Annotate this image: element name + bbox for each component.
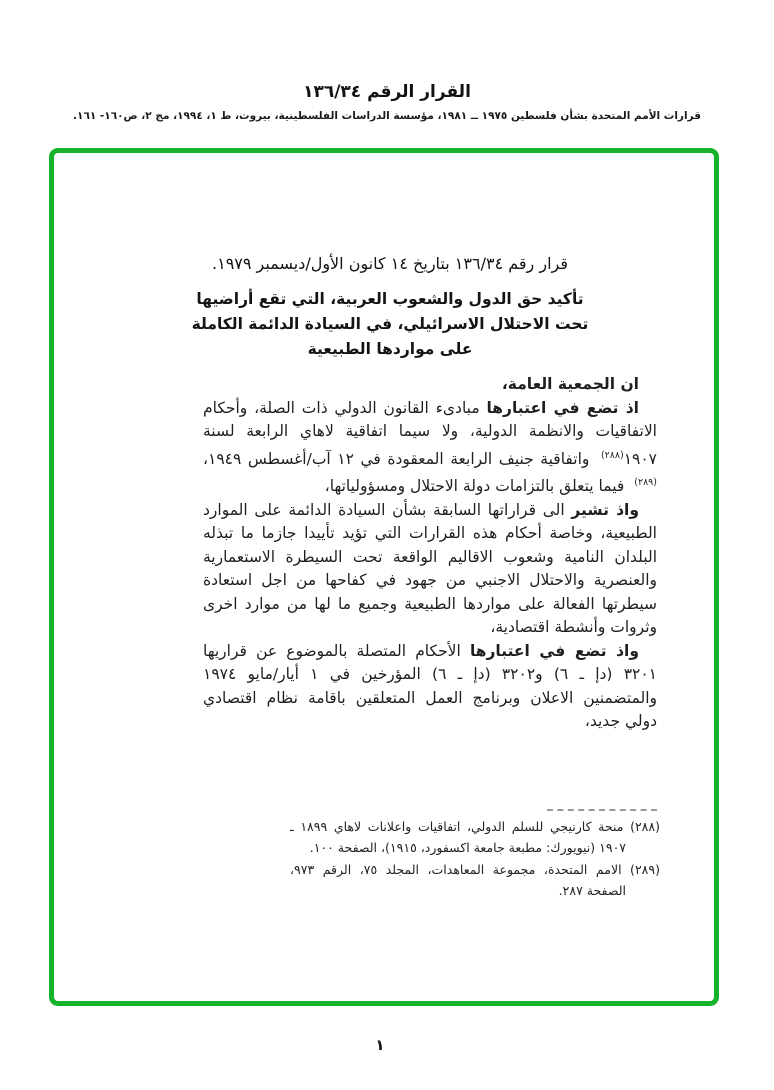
page-number: ١ xyxy=(375,1036,385,1054)
source-citation: قرارات الأمم المتحدة بشأن فلسطين ١٩٧٥ ــ ١٩٨١، مؤسسة الدراسات الفلسطينية، بيروت، ط ١، ١٩٩٤، مج ٢، ص١٦٠- ١٦١. xyxy=(73,110,701,122)
footnote: (٢٨٩) الامم المتحدة، مجموعة المعاهدات، المجلد ٧٥، الرقم ٩٧٣، الصفحة ٢٨٧. xyxy=(290,862,660,898)
body-paragraph: اذ تضع في اعتبارها مبادىء القانون الدولي ذات الصلة، وأحكام الاتفاقيات والانظمة الدولية، ولا سيما اتفاقية لاهاي الرابعة لسنة ١٩٠٧$^{(٢٨٨)}$ واتفاقية جنيف الرابعة المعقودة في ١٢ آب/أغسطس ١٩٤٩،$^{(٢٨٩)}$ فيما يتعلق بالتزامات دولة الاحتلال ومسؤولياتها، xyxy=(203,398,657,496)
resolution-body xyxy=(203,373,657,734)
footnote-reference: (٢٨٩) xyxy=(634,477,657,489)
highlight-box xyxy=(49,148,719,1006)
body-paragraph: ان الجمعية العامة، xyxy=(501,375,639,393)
resolution-subject-line: تحت الاحتلال الاسرائيلي، في السيادة الدائمة الكاملة xyxy=(191,315,589,333)
footnotes xyxy=(290,817,660,903)
body-paragraph: واذ تضع في اعتبارها الأحكام المتصلة بالموضوع عن قراريها ٣٢٠١ (دإ ـ ٦) و٣٢٠٢ (دإ ـ ٦) المؤرخين في ١ أيار/مايو ١٩٧٤ والمتضمنين الاعلان وبرنامج العمل المتعلقين باقامة نظام اقتصادي دولي جديد، xyxy=(203,641,657,731)
resolution-subject-line: تأكيد حق الدول والشعوب العربية، التي تقع أراضيها xyxy=(196,290,584,308)
resolution-title: قرار رقم ١٣٦/٣٤ بتاريخ ١٤ كانون الأول/ديسمبر ١٩٧٩. xyxy=(212,254,568,273)
resolution-subject xyxy=(150,287,630,362)
footnote-reference: (٢٨٨) xyxy=(600,449,624,461)
footnote-separator xyxy=(547,809,657,811)
resolution-subject-line: على مواردها الطبيعية xyxy=(307,340,473,358)
body-paragraph: واذ تشير الى قراراتها السابقة بشأن السيادة الدائمة على الموارد الطبيعية، وخاصة أحكام هذه القرارات التي تؤيد تأييدا جازما ما تبذله البلدان النامية وشعوب الاقاليم الواقعة تحت السيطرة الاستعمارية والعنصرية والاحتلال الاجنبي من جهود في كفاحها من اجل استعادة سيطرتها الفعالة على مواردها الطبيعية وجميع ما لها من موارد اخرى وثروات وأنشطة اقتصادية، xyxy=(203,500,657,637)
footnote: (٢٨٨) منحة كارنيجي للسلم الدولي، اتفاقيات واعلانات لاهاي ١٨٩٩ ـ ١٩٠٧ (نيويورك: مطبعة جامعة اكسفورد، ١٩١٥)، الصفحة ١٠٠. xyxy=(290,819,660,855)
resolution-number-heading: القرار الرقم ١٣٦/٣٤ xyxy=(303,82,471,102)
